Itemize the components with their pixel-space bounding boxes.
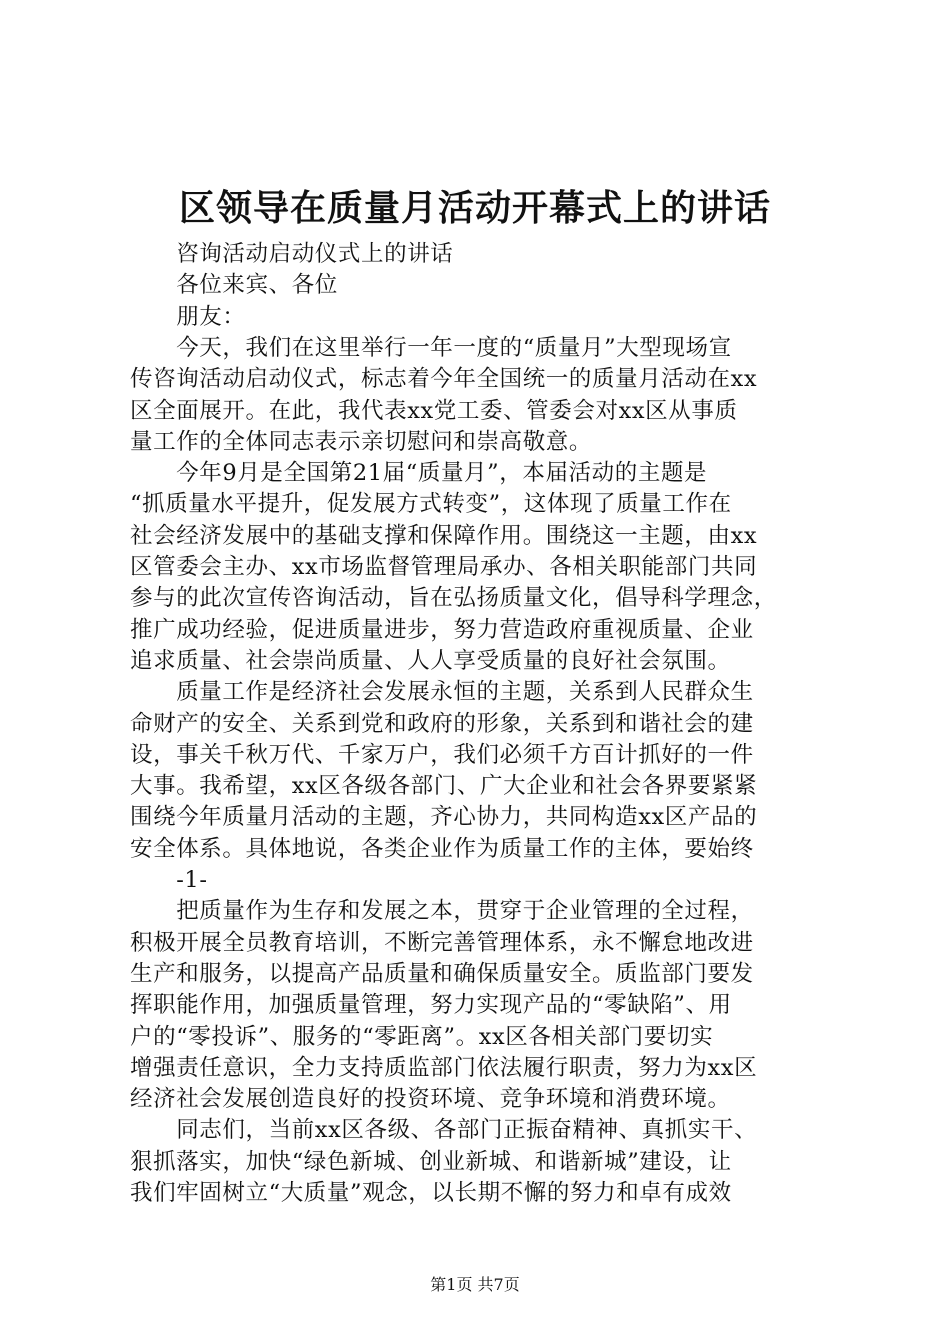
text-line: 设，事关千秋万代、千家万户，我们必须千方百计抓好的一件 xyxy=(130,742,754,768)
text-line: 安全体系。具体地说，各类企业作为质量工作的主体，要始终 xyxy=(130,836,754,862)
text-line: 咨询活动启动仪式上的讲话 xyxy=(130,241,454,267)
text-line: 质量工作是经济社会发展永恒的主题，关系到人民群众生 xyxy=(130,679,754,705)
text-line: 增强责任意识，全力支持质监部门依法履行职责，努力为xx区 xyxy=(130,1055,758,1081)
text-line: 今年9月是全国第21届“质量月”，本届活动的主题是 xyxy=(130,460,708,486)
document-title: 区领导在质量月活动开幕式上的讲话 xyxy=(178,187,771,229)
text-line: 社会经济发展中的基础支撑和保障作用。围绕这一主题，由xx xyxy=(130,523,758,549)
text-line: 同志们，当前xx区各级、各部门正振奋精神、真抓实干、 xyxy=(130,1117,758,1143)
text-line: 追求质量、社会崇尚质量、人人享受质量的良好社会氛围。 xyxy=(130,648,731,674)
text-line: 把质量作为生存和发展之本，贯穿于企业管理的全过程， xyxy=(130,898,754,924)
text-line: 经济社会发展创造良好的投资环境、竞争环境和消费环境。 xyxy=(130,1086,731,1112)
text-line: -1- xyxy=(130,867,208,893)
text-line: 区管委会主办、xx市场监督管理局承办、各相关职能部门共同 xyxy=(130,554,758,580)
text-line: 传咨询活动启动仪式，标志着今年全国统一的质量月活动在xx xyxy=(130,366,758,392)
text-line: 积极开展全员教育培训，不断完善管理体系，永不懈怠地改进 xyxy=(130,930,754,956)
text-line: 大事。我希望，xx区各级各部门、广大企业和社会各界要紧紧 xyxy=(130,773,758,799)
text-line: 参与的此次宣传咨询活动，旨在弘扬质量文化，倡导科学理念， xyxy=(130,585,777,611)
text-line: 命财产的安全、关系到党和政府的形象，关系到和谐社会的建 xyxy=(130,711,754,737)
text-line: 区全面展开。在此，我代表xx党工委、管委会对xx区从事质 xyxy=(130,398,738,424)
text-line: 生产和服务，以提高产品质量和确保质量安全。质监部门要发 xyxy=(130,961,754,987)
text-line: 朋友： xyxy=(130,304,246,330)
text-line: 我们牢固树立“大质量”观念，以长期不懈的努力和卓有成效 xyxy=(130,1180,732,1206)
text-line: 狠抓落实，加快“绿色新城、创业新城、和谐新城”建设，让 xyxy=(130,1149,732,1175)
page-footer: 第1页 共7页 xyxy=(430,1275,520,1294)
text-line: 围绕今年质量月活动的主题，齐心协力，共同构造xx区产品的 xyxy=(130,804,758,830)
text-line: 各位来宾、各位 xyxy=(130,272,338,298)
text-line: 今天，我们在这里举行一年一度的“质量月”大型现场宣 xyxy=(130,335,732,361)
text-line: “抓质量水平提升，促发展方式转变”，这体现了质量工作在 xyxy=(130,491,732,517)
text-line: 量工作的全体同志表示亲切慰问和崇高敬意。 xyxy=(130,429,593,455)
text-line: 户的“零投诉”、服务的“零距离”。xx区各相关部门要切实 xyxy=(130,1024,714,1050)
text-line: 推广成功经验，促进质量进步，努力营造政府重视质量、企业 xyxy=(130,617,754,643)
text-line: 挥职能作用，加强质量管理，努力实现产品的“零缺陷”、用 xyxy=(130,992,732,1018)
